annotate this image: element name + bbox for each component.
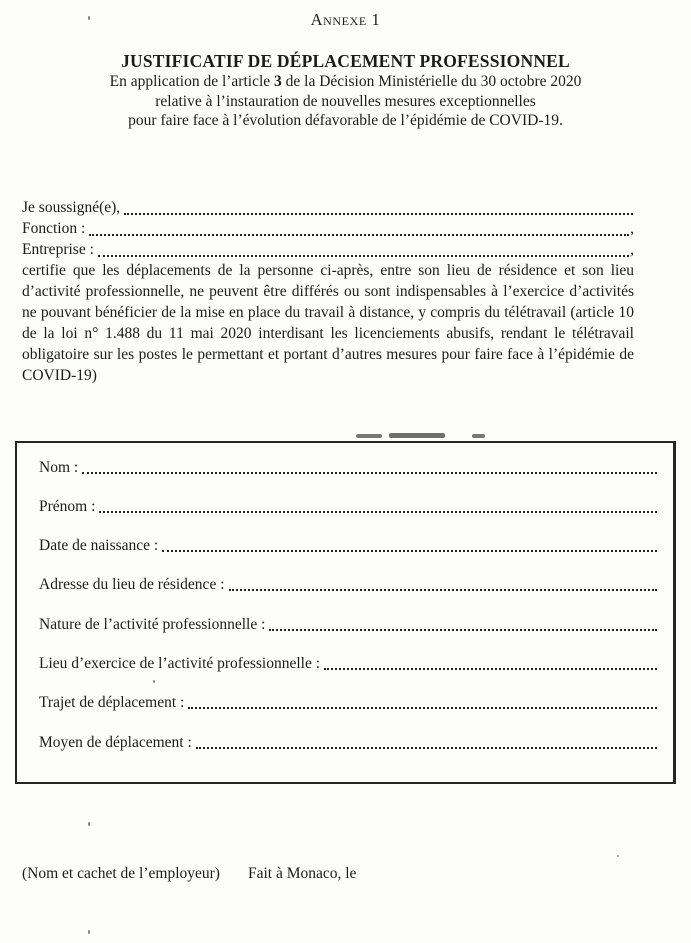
fonction-suffix: , [630, 219, 634, 237]
field-row-lieu-exercice [39, 653, 657, 673]
soussigne-row [22, 197, 634, 218]
nature-activite-dotted-leader [269, 629, 657, 631]
signature-footer [22, 864, 691, 884]
prenom-dotted-leader [99, 511, 657, 513]
entreprise-label: Entreprise : [22, 240, 94, 258]
subtitle-line-1 [0, 72, 691, 92]
moyen-label: Moyen de déplacement : [39, 733, 192, 751]
fonction-dotted-leader [89, 234, 629, 236]
annexe-label: Annexe 1 [310, 10, 381, 29]
scan-artifact [472, 434, 485, 438]
nom-dotted-leader [82, 472, 657, 474]
subtitle-line-1-post: de la Décision Ministérielle du 30 octobre 2020 [281, 73, 582, 90]
prenom-label: Prénom : [39, 497, 96, 515]
subtitle-line-3: pour faire face à l’évolution défavorable de l’épidémie de COVID-19. [128, 112, 563, 129]
moyen-dotted-leader [196, 747, 657, 749]
trajet-label: Trajet de déplacement : [39, 694, 185, 712]
declaration-section [22, 197, 634, 386]
soussigne-dotted-leader [124, 213, 633, 215]
scan-artifact [88, 930, 90, 934]
scan-artifact [88, 822, 90, 826]
subtitle-line-1-article-number: 3 [274, 73, 282, 90]
scan-artifact [88, 16, 90, 20]
field-row-nom [39, 457, 657, 477]
place-date-label: Fait à Monaco, le [247, 864, 357, 882]
field-row-date-naissance [39, 535, 657, 555]
document-title: JUSTIFICATIF DE DÉPLACEMENT PROFESSIONNEL [121, 51, 570, 71]
employer-stamp-note: (Nom et cachet de l’employeur) [22, 864, 220, 882]
adresse-residence-dotted-leader [229, 589, 657, 591]
fonction-row [22, 218, 634, 239]
adresse-residence-label: Adresse du lieu de résidence : [39, 576, 225, 594]
scan-artifact [389, 433, 445, 438]
field-row-adresse-residence [39, 574, 657, 594]
field-row-nature-activite [39, 614, 657, 634]
subtitle-line-1-pre: En application de l’article [109, 73, 275, 90]
entreprise-suffix: , [630, 240, 634, 258]
scan-artifact [617, 855, 619, 857]
subtitle-line-2: relative à l’instauration de nouvelles mesures exceptionnelles [155, 92, 536, 110]
certify-paragraph: certifie que les déplacements de la personne ci-après, entre son lieu de résidence et son lieu d’activité professionnelle, ne peuvent être différés ou sont indispensables à l’exercice d’activités ne pouvant bénéficier de la mise en place du travail à distance, y compris du télétravail (article 10 de la loi n° 1.488 du 11 mai 2020 interdisant les licenciements abusifs, rendant le télétravail obligatoire sur les postes le permettant et portant d’autres mesures pour faire face à l’épidémie de COVID-19) [22, 261, 634, 384]
scan-artifact [356, 434, 382, 438]
nom-label: Nom : [39, 458, 79, 476]
field-row-prenom [39, 496, 657, 516]
entreprise-dotted-leader [98, 255, 629, 257]
trajet-dotted-leader [188, 707, 657, 709]
field-row-moyen [39, 732, 657, 752]
nature-activite-label: Nature de l’activité professionnelle : [39, 615, 266, 633]
soussigne-label: Je soussigné(e), [22, 198, 121, 216]
lieu-exercice-dotted-leader [324, 668, 657, 670]
scan-artifact [153, 680, 155, 683]
date-naissance-dotted-leader [162, 550, 657, 552]
entreprise-row [22, 239, 634, 260]
fonction-label: Fonction : [22, 219, 86, 237]
lieu-exercice-label: Lieu d’exercice de l’activité professionnelle : [39, 654, 321, 672]
field-row-trajet [39, 692, 657, 712]
date-naissance-label: Date de naissance : [39, 537, 159, 555]
person-info-box [15, 441, 676, 784]
